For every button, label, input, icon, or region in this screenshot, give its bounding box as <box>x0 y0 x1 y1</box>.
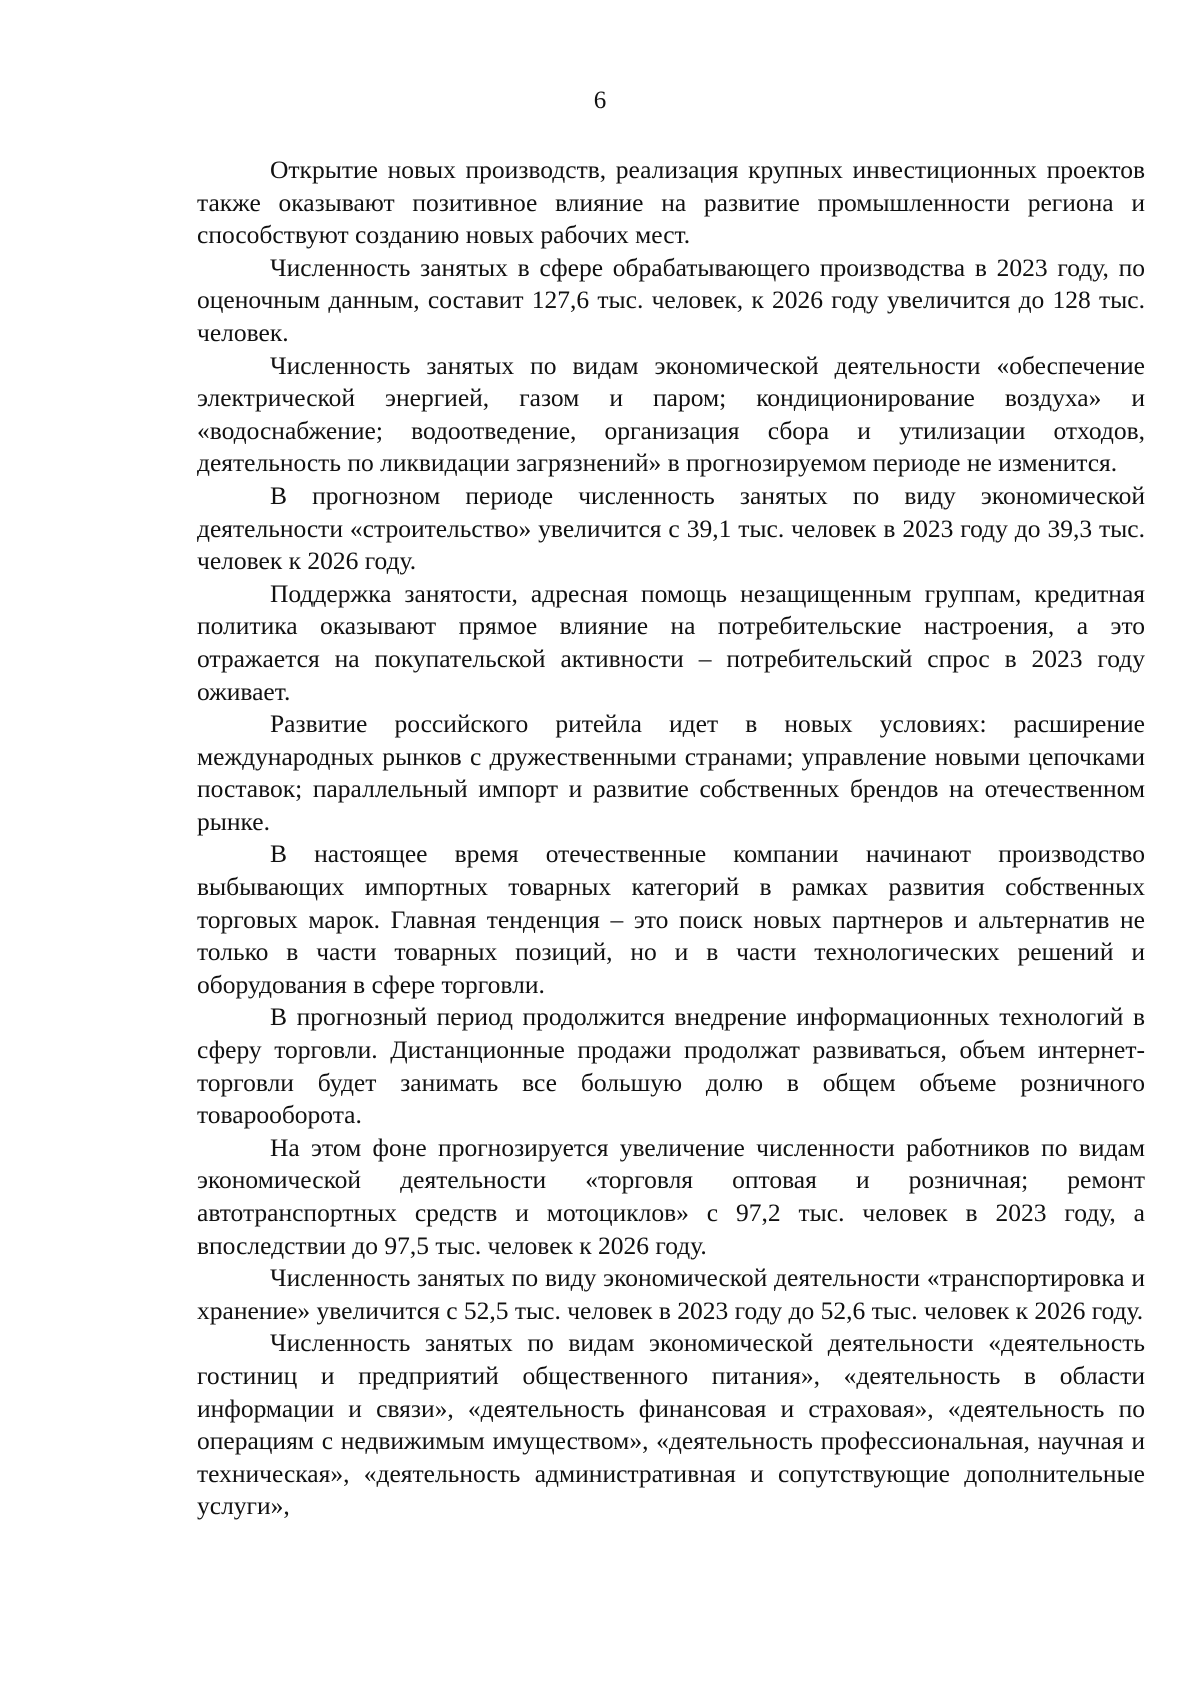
paragraph: В настоящее время отечественные компании начинают производство выбывающих импортных товарных категорий в рамках развития собственных торговых марок. Главная тенденция – это поиск новых партнеров и альтернатив не только в части товарных позиций, но и в части технологических решений и оборудования в сфере торговли. <box>197 839 1145 999</box>
paragraph: Численность занятых в сфере обрабатывающего производства в 2023 году, по оценочным данным, составит 127,6 тыс. человек, к 2026 году увеличится до 128 тыс. человек. <box>197 252 1145 347</box>
paragraph: В прогнозный период продолжится внедрение информационных технологий в сферу торговли. Дистанционные продажи продолжат развиваться, объем интернет-торговли будет занимать все большую долю в общем объеме розничного товарооборота. <box>197 1002 1145 1130</box>
paragraph: Поддержка занятости, адресная помощь незащищенным группам, кредитная политика оказывают прямое влияние на потребительские настроения, а это отражается на покупательской активности – потребительский спрос в 2023 году оживает. <box>197 578 1145 706</box>
body-text <box>197 154 1145 1523</box>
paragraph: В прогнозном периоде численность занятых по виду экономической деятельности «строительство» увеличится с 39,1 тыс. человек в 2023 году до 39,3 тыс. человек к 2026 году. <box>197 480 1145 576</box>
paragraph: Численность занятых по видам экономической деятельности «деятельность гостиниц и предприятий общественного питания», «деятельность в области информации и связи», «деятельность финансовая и страховая», «деятельность по операциям с недвижимым имуществом», «деятельность профессиональная, научная и техническая», «деятельность административная и сопутствующие дополнительные услуги», <box>197 1328 1145 1521</box>
paragraph: Открытие новых производств, реализация крупных инвестиционных проектов также оказывают позитивное влияние на развитие промышленности региона и способствуют созданию новых рабочих мест. <box>197 155 1145 250</box>
paragraph: Численность занятых по видам экономической деятельности «обеспечение электрической энергией, газом и паром; кондиционирование воздуха» и «водоснабжение; водоотведение, организация сбора и утилизации отходов, деятельность по ликвидации загрязнений» в прогнозируемом периоде не изменится. <box>197 350 1145 478</box>
paragraph: На этом фоне прогнозируется увеличение численности работников по видам экономической деятельности «торговля оптовая и розничная; ремонт автотранспортных средств и мотоциклов» с 97,2 тыс. человек в 2023 году, а впоследствии до 97,5 тыс. человек к 2026 году. <box>197 1132 1145 1260</box>
page-number: 6 <box>593 87 607 114</box>
paragraph: Развитие российского ритейла идет в новых условиях: расширение международных рынков с дружественными странами; управление новыми цепочками поставок; параллельный импорт и развитие собственных брендов на отечественном рынке. <box>197 709 1145 836</box>
paragraph: Численность занятых по виду экономической деятельности «транспортировка и хранение» увеличится с 52,5 тыс. человек в 2023 году до 52,6 тыс. человек к 2026 году. <box>197 1263 1145 1325</box>
